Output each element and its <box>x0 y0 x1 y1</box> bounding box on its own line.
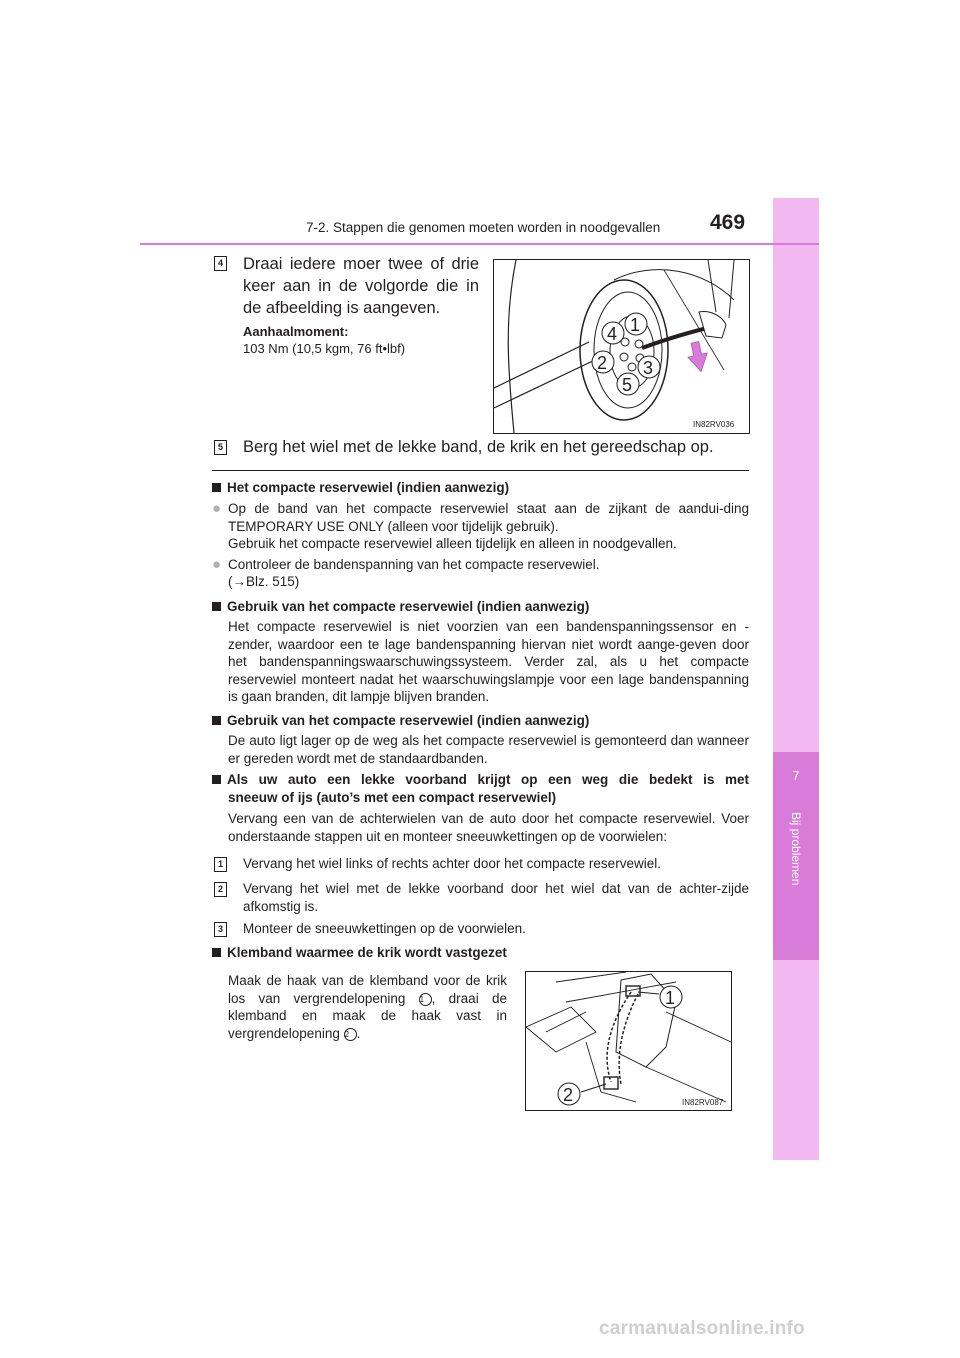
svg-text:4: 4 <box>607 324 618 344</box>
jack-clamp-illustration <box>526 972 731 1110</box>
watermark: carmanualsonline.info <box>599 1318 805 1339</box>
step-5-text: Berg het wiel met de lekke band, de krik en het gereedschap op. <box>243 438 714 456</box>
chapter-title: Bij problemen <box>789 812 803 886</box>
section-heading: Klemband waarmee de krik wordt vastgezet <box>212 944 507 962</box>
torque-label: Aanhaalmoment: <box>243 324 349 339</box>
step-4-text: Draai iedere moer twee of drie keer aan in de volgorde die in de afbeelding is aangeven. <box>243 255 479 317</box>
section-heading: Als uw auto een lekke voorband krijgt op een weg die bedekt is met <box>212 771 749 789</box>
substep-3-text: Monteer de sneeuwkettingen op de voorwielen. <box>243 921 526 936</box>
substep-2-badge: 2 <box>214 882 227 897</box>
header-title: 7-2. Stappen die genomen moeten worden in noodgevallen <box>306 220 661 235</box>
svg-text:3: 3 <box>643 358 654 378</box>
chapter-side-tab <box>773 198 819 1160</box>
svg-text:5: 5 <box>622 375 633 395</box>
bullet-text: Controleer de bandenspanning van het compacte reservewiel. <box>228 557 600 572</box>
svg-text:2: 2 <box>563 1085 574 1105</box>
step-4-badge: 4 <box>214 256 227 271</box>
section-heading-line2: sneeuw of ijs (auto’s met een compact reservewiel) <box>228 790 557 805</box>
section-text: Maak de haak van de klemband voor de krik los van vergrendelopening 1 , draai de klemband en maak de haak vast in vergrendelopening 2 . <box>228 973 507 1041</box>
section-heading: Het compacte reservewiel (indien aanwezig) <box>212 479 509 497</box>
substep-1-badge: 1 <box>214 857 227 872</box>
page-reference: (→Blz. 515) <box>228 574 300 589</box>
section-text: Het compacte reservewiel is niet voorzien van een bandenspanningssensor en -zender, waardoor een te lage bandenspanning hiervan niet wordt aange-geven door het bandenspanningswaarschuwingssysteem. Verder zal, als u het compacte reservewiel monteert nadat het waarschuwingslampje voor een lage bandenspanning is gaan branden, dit lampje blijven branden. <box>228 619 749 704</box>
bullet-item: ● <box>212 500 222 517</box>
figure-code: IN82RV087 <box>682 1098 724 1107</box>
section-divider <box>212 470 749 471</box>
chapter-number: 7 <box>792 768 800 783</box>
torque-value: 103 Nm (10,5 kgm, 76 ft•lbf) <box>243 341 406 356</box>
bullet-text: Gebruik het compacte reservewiel alleen tijdelijk en alleen in noodgevallen. <box>228 536 677 551</box>
lug-nut-order-figure <box>493 259 750 434</box>
section-heading: Gebruik van het compacte reservewiel (indien aanwezig) <box>212 712 589 730</box>
bullet-item: ● <box>212 556 222 573</box>
wheel-illustration <box>494 260 749 433</box>
figure-code: IN82RV036 <box>693 420 735 429</box>
substep-2-text: Vervang het wiel met de lekke voorband door het wiel dat van de achter-zijde afkomstig is. <box>243 881 749 914</box>
section-text: Vervang een van de achterwielen van de auto door het compacte reservewiel. Voer onderstaande stappen uit en monteer sneeuwkettingen op de voorwielen: <box>228 811 749 844</box>
section-text: De auto ligt lager op de weg als het compacte reservewiel is gemonteerd dan wanneer er gereden wordt met de standaardbanden. <box>228 733 749 766</box>
header-rule <box>140 243 819 245</box>
substep-3-badge: 3 <box>214 922 227 937</box>
svg-text:2: 2 <box>597 353 608 373</box>
bullet-text: Op de band van het compacte reservewiel staat aan de zijkant de aandui-ding TEMPORARY USE ONLY (alleen voor tijdelijk gebruik). <box>228 501 749 534</box>
svg-text:1: 1 <box>630 315 641 335</box>
section-heading: Gebruik van het compacte reservewiel (indien aanwezig) <box>212 598 589 616</box>
svg-text:1: 1 <box>665 988 676 1008</box>
page-number: 469 <box>710 211 746 234</box>
substep-1-text: Vervang het wiel links of rechts achter door het compacte reservewiel. <box>243 856 661 871</box>
jack-clamp-figure <box>525 971 732 1111</box>
ref-circle-2: 2 <box>344 1028 357 1041</box>
ref-circle-1: 1 <box>419 993 432 1006</box>
step-5-badge: 5 <box>214 440 227 455</box>
